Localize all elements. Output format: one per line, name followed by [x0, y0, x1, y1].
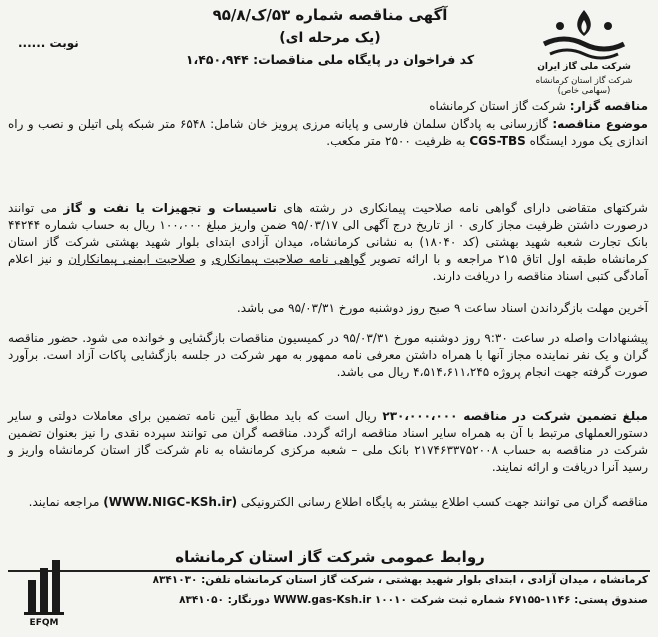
tender-organizer	[8, 98, 648, 115]
organizer-label: مناقصه گزار:	[569, 99, 648, 113]
footer-postal: صندوق پستی: ۱۱۴۶-۶۷۱۵۵ شماره ثبت شرکت ۱۰۰۱۰ WWW.gas-Ksh.ir دورنگار: ۸۳۴۱۰۵۰	[179, 594, 648, 606]
subject-label: موضوع مناقصه:	[552, 117, 648, 131]
info-paragraph	[8, 494, 648, 511]
guarantee-paragraph	[8, 408, 648, 476]
info-end: مراجعه نمایند.	[28, 495, 104, 509]
p1-fields: تاسیسات و تجهیزات یا نفت و گاز	[63, 201, 277, 215]
logo-company-name: شرکت ملی گاز ایران	[537, 62, 631, 72]
subject-text-1: گازرسانی به پادگان سلمان فارسی و پایانه مرزی پرویز خان شامل: ۶۵۴۸ متر شبکه پلی اتیلن و نصب و راه اندازی یک مورد ایستگاه	[8, 117, 648, 148]
logo-company-sub	[520, 76, 648, 96]
website-link[interactable]: (WWW.NIGC-KSh.ir)	[103, 495, 238, 509]
notice-subtitle: (یک مرحله ای)	[279, 30, 381, 46]
p1-g: و نیز اعلام آمادگی کتبی اسناد مناقصه را دریافت دارند.	[8, 252, 648, 283]
tender-subject	[8, 116, 648, 150]
p1-c: می توانند درصورت داشتن ظرفیت مجاز کاری ۰ از تاریخ درج آگهی الی ۹۵/۰۳/۱۷ ضمن واریز مبلغ ۱۰۰،۰۰۰ ریال به حساب شماره ۴۴۲۴۴ بانک تجارت شعبه شهید بهشتی (کد ۱۸۰۴۰) به نشانی کرمانشاه، میدان آزادی ابتدای بلوار شهید بهشتی شرکت گاز استان کرمانشاه طبقه اول اتاق ۲۱۵ مراجعه و با ارائه تصویر	[8, 201, 649, 266]
p1-e: و	[195, 252, 212, 266]
opening-paragraph: پیشنهادات واصله در ساعت ۹:۳۰ روز دوشنبه مورخ ۹۵/۰۳/۳۱ در کمیسیون مناقصات بازگشایی و خوانده می شود. حضور مناقصه گران و یک نفر نماینده مجاز آنها با همراه داشتن معرفی نامه ممهور به مهر شرکت در جلسه بازگشایی پاکات آزاد است. برآورد صورت گرفته جهت انجام پروژه ۴،۵۱۴،۶۱۱،۲۴۵ ریال می باشد.	[8, 331, 649, 379]
efqm-building-icon	[14, 558, 74, 616]
logo-company: شرکت گاز استان کرمانشاه	[535, 76, 633, 86]
footer-address: کرمانشاه ، میدان آزادی ، ابتدای بلوار شهید بهشتی ، شرکت گاز استان کرمانشاه تلفن: ۸۳۴۱۰۳۰	[152, 574, 648, 586]
station-code: CGS-TBS	[469, 134, 526, 148]
p1-certificate: گواهی نامه صلاحیت پیمانکاری	[211, 252, 366, 266]
efqm-logo	[14, 558, 74, 630]
publication-round: نوبت ......	[18, 36, 79, 50]
guarantee-amount: ۲۳۰،۰۰۰،۰۰۰	[376, 409, 464, 423]
p1-a: شرکتهای متقاضی دارای گواهی نامه صلاحیت پیمانکاری در رشته های	[276, 201, 648, 215]
subject-text-2: به ظرفیت ۲۵۰۰ متر مکعب.	[326, 134, 470, 148]
tender-code-line: کد فراخوان در پایگاه ملی مناقصات: ۱،۴۵۰،۹۴۴	[185, 52, 475, 67]
logo-company-type: (سهامی خاص)	[557, 86, 611, 96]
footer-divider	[8, 570, 650, 572]
p1-safety: صلاحیت ایمنی پیمانکاران	[68, 252, 196, 266]
info-text: مناقصه گران می توانند جهت کسب اطلاع بیشتر به پایگاه اطلاع رسانی الکترونیکی	[237, 495, 648, 509]
public-relations-title: روابط عمومی شرکت گاز استان کرمانشاه	[175, 548, 485, 566]
deadline-paragraph: آخرین مهلت بازگرداندن اسناد ساعت ۹ صبح روز دوشنبه مورخ ۹۵/۰۳/۳۱ می باشد.	[236, 301, 648, 315]
efqm-label: EFQM	[29, 618, 59, 628]
guarantee-label: مبلغ تضمین شرکت در مناقصه	[463, 409, 648, 423]
organizer-value: شرکت گاز استان کرمانشاه	[429, 99, 566, 113]
nigc-logo	[520, 4, 648, 94]
notice-title: آگهی مناقصه شماره ۵۳/ک/۹۵/۸	[212, 6, 448, 24]
eligibility-paragraph	[8, 200, 648, 285]
guarantee-text: ریال است که باید مطابق آیین نامه تضمین برای معاملات دولتی و سایر دستورالعملهای مرتبط با آن به همراه سایر اسناد مناقصه ارائه گردد. مناقصه گران می توانند سپرده نقدی را نیز بعنوان تضمین شرکت در مناقصه به حساب ۲۱۷۴۶۳۳۷۵۲۰۰۸ بانک ملی – شعبه مرکزی کرمانشاه به نام شرکت گاز استان کرمانشاه واریز و رسید آنرا دریافت و ارائه نمایند.	[8, 409, 649, 474]
flame-logo-icon	[520, 4, 648, 62]
